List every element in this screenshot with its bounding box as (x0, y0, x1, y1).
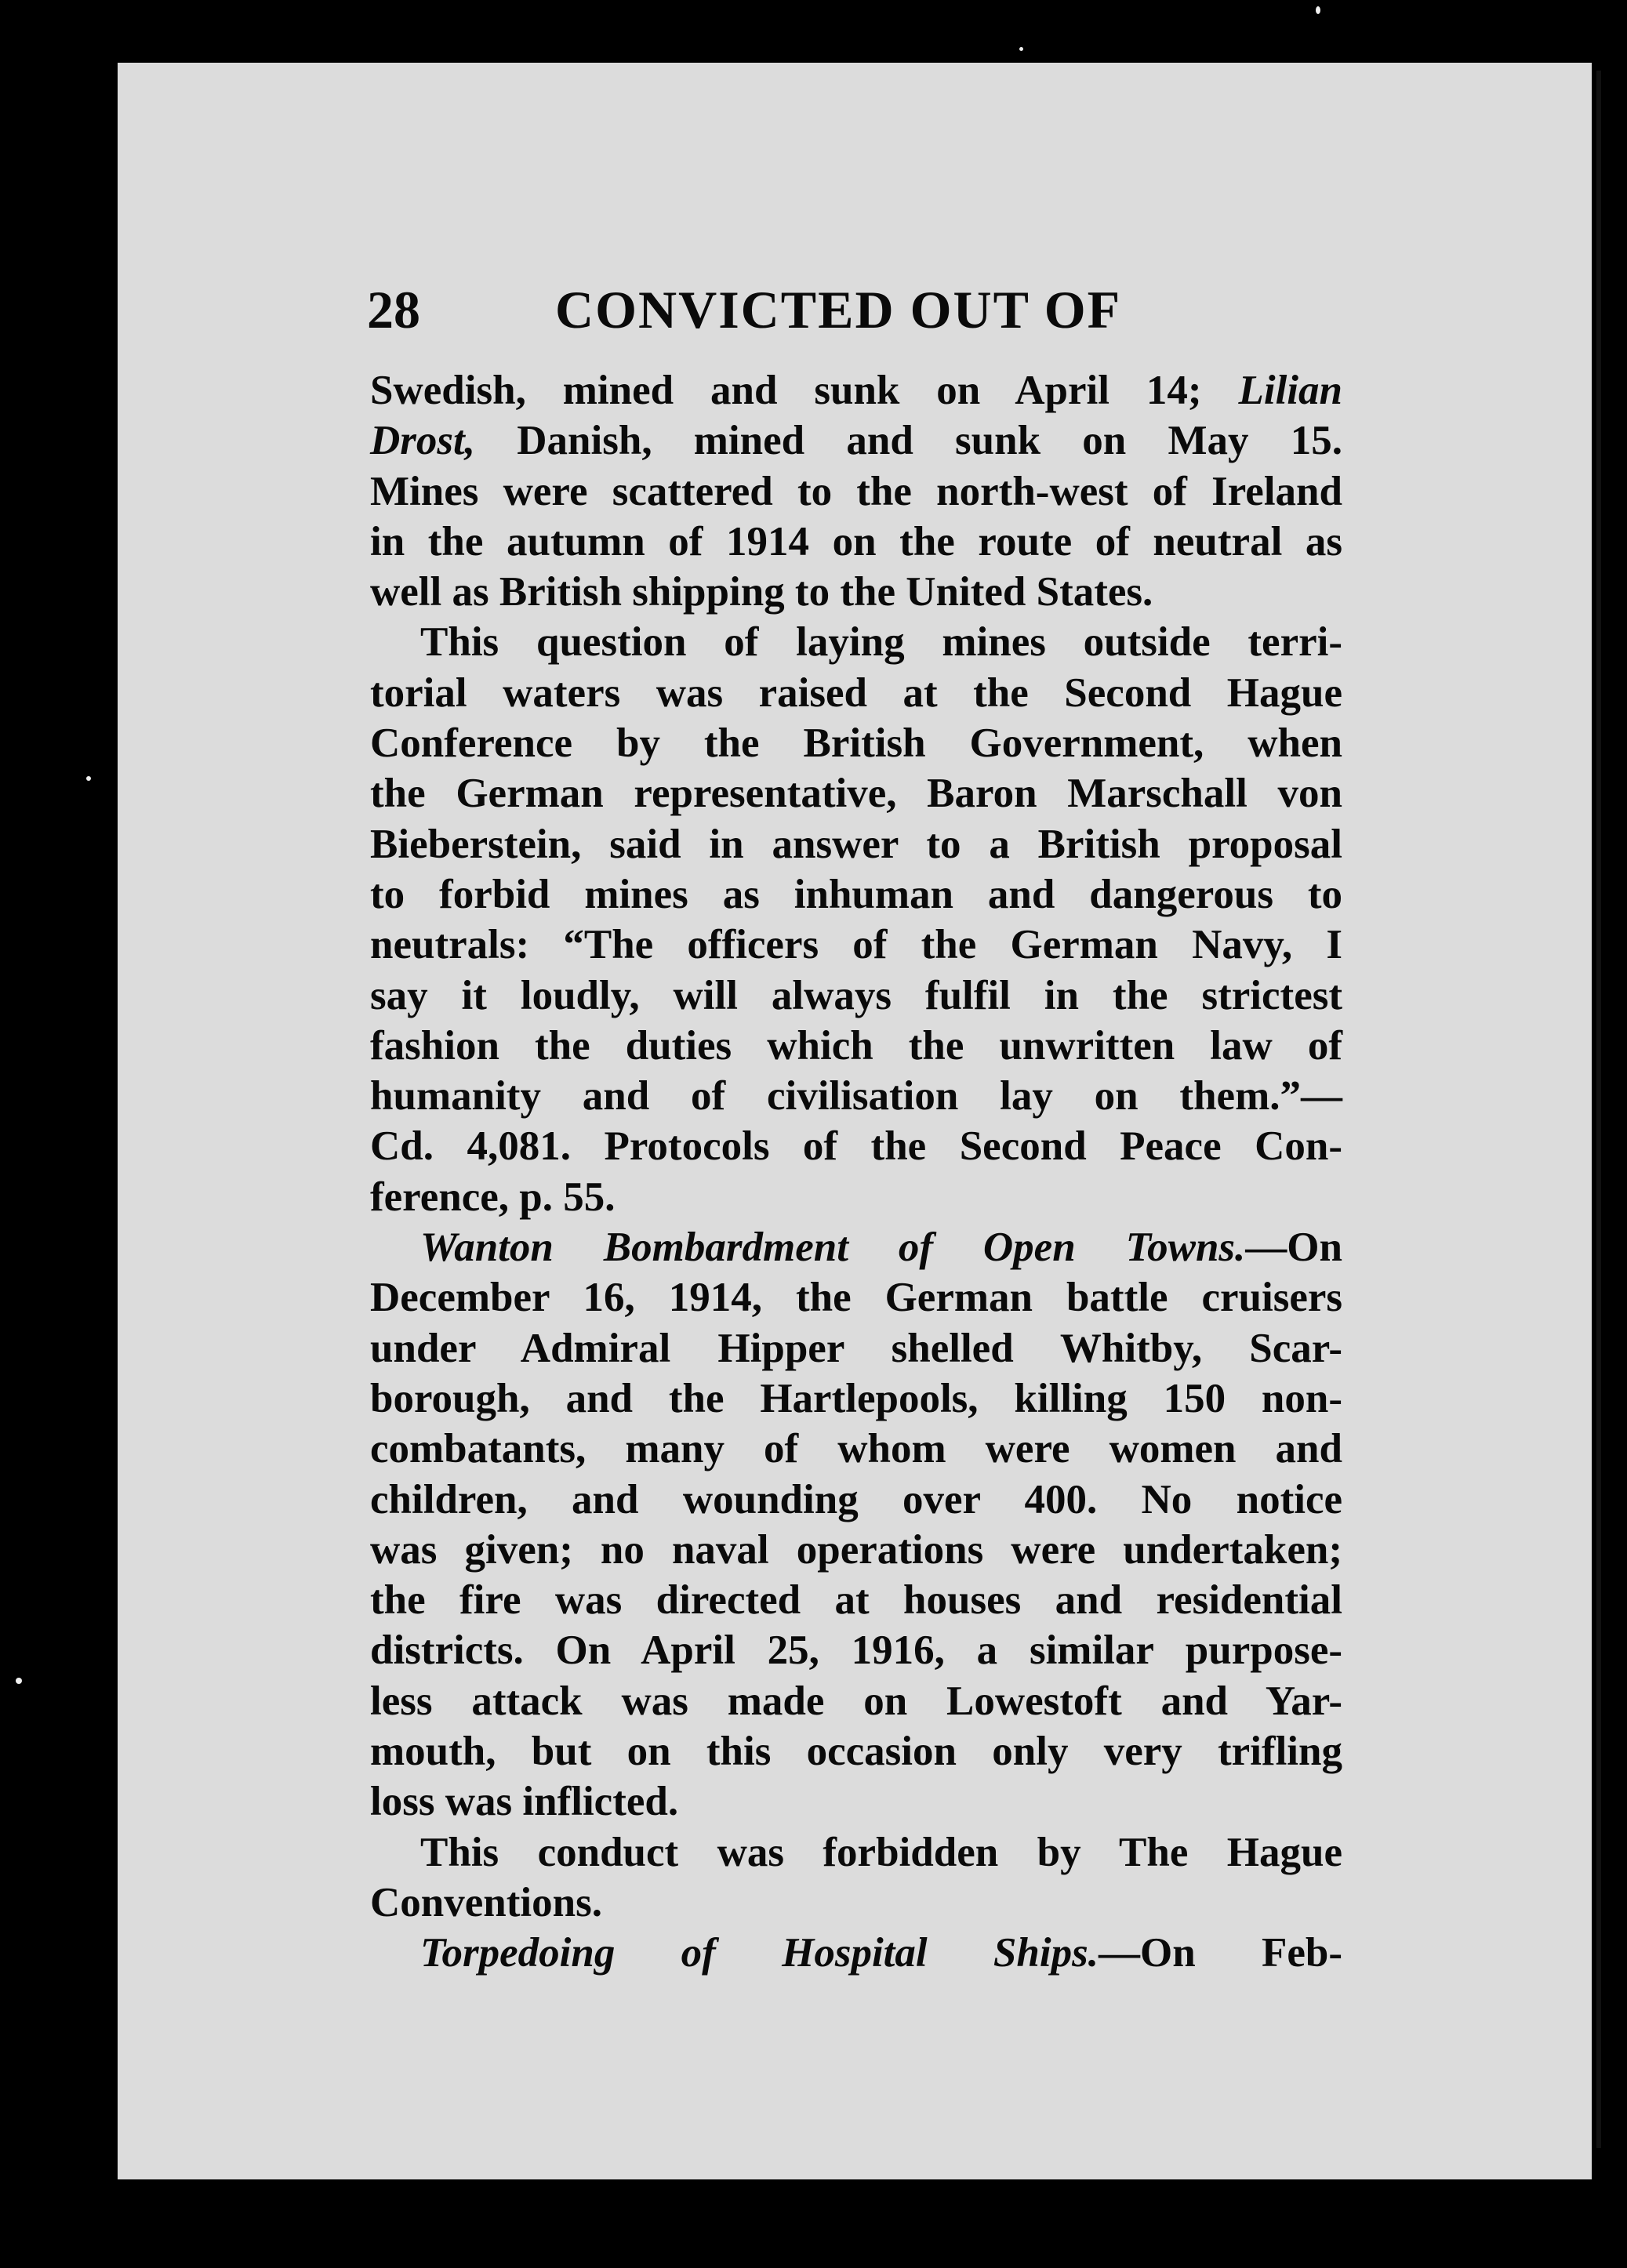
text-line: fashion the duties which the unwritten law of (370, 1022, 1342, 1069)
scan-speck (16, 1678, 22, 1684)
text-line (370, 415, 1342, 466)
scan-speck (86, 776, 91, 781)
ship-name: Lilian (1238, 368, 1342, 413)
text-line: ference, p. 55. (370, 1174, 616, 1220)
section-heading: Wanton Bombardment of Open Towns. (420, 1225, 1246, 1271)
text-line: less attack was made on Lowestoft and Yar- (370, 1678, 1342, 1724)
text-line: Conventions. (370, 1879, 602, 1925)
text-line: humanity and of civilisation lay on them.”— (370, 1073, 1342, 1119)
text-line: Mines were scattered to the north-west of Ireland (370, 468, 1342, 514)
section-heading: Torpedoing of Hospital Ships. (420, 1930, 1099, 1976)
text-line: December 16, 1914, the German battle cruisers (370, 1275, 1342, 1321)
page-header (367, 274, 1339, 353)
text-line: neutrals: “The officers of the German Navy, I (370, 922, 1342, 968)
text-line (370, 365, 1342, 415)
text-line: well as British shipping to the United States. (370, 569, 1153, 615)
body-text (370, 365, 1342, 1979)
text-line: children, and wounding over 400. No notice (370, 1476, 1342, 1522)
text-line: Cd. 4,081. Protocols of the Second Peace Con- (370, 1123, 1342, 1170)
page-number: 28 (367, 280, 420, 339)
text-line (370, 1222, 1342, 1272)
text-line: to forbid mines as inhuman and dangerous to (370, 871, 1342, 917)
text-line: say it loudly, will always fulfil in the strictest (370, 972, 1342, 1018)
text-line: the fire was directed at houses and residential (370, 1577, 1342, 1624)
ship-name: Drost, (370, 418, 476, 464)
text-line: combatants, many of whom were women and (370, 1426, 1342, 1472)
text-span: Danish, mined and sunk on May 15. (475, 418, 1342, 464)
text-line: torial waters was raised at the Second Hague (370, 670, 1342, 716)
scan-speck (1019, 47, 1023, 51)
text-line: the German representative, Baron Marschall von (370, 771, 1342, 817)
text-span: Swedish, mined and sunk on April 14; (370, 368, 1239, 413)
text-line: districts. On April 25, 1916, a similar purpose- (370, 1628, 1342, 1674)
text-line: was given; no naval operations were undertaken; (370, 1526, 1342, 1573)
text-line: under Admiral Hipper shelled Whitby, Scar- (370, 1325, 1342, 1371)
text-line: loss was inflicted. (370, 1779, 679, 1825)
text-span: —On Feb- (1098, 1930, 1342, 1976)
text-line: mouth, but on this occasion only very trifling (370, 1729, 1342, 1775)
text-line: Bieberstein, said in answer to a British proposal (370, 821, 1342, 867)
scan-speck (1316, 6, 1320, 14)
text-span: —On (1245, 1225, 1342, 1271)
text-line: This conduct was forbidden by The Hague (420, 1829, 1342, 1875)
text-line: in the autumn of 1914 on the route of neutral as (370, 518, 1342, 564)
running-head: CONVICTED OUT OF (555, 280, 1122, 339)
page-edge-shadow (1596, 71, 1601, 2148)
text-line: Conference by the British Government, when (370, 720, 1342, 767)
text-line (370, 1928, 1342, 1978)
text-line: borough, and the Hartlepools, killing 150 non- (370, 1375, 1342, 1421)
text-line: This question of laying mines outside terri- (420, 619, 1342, 666)
